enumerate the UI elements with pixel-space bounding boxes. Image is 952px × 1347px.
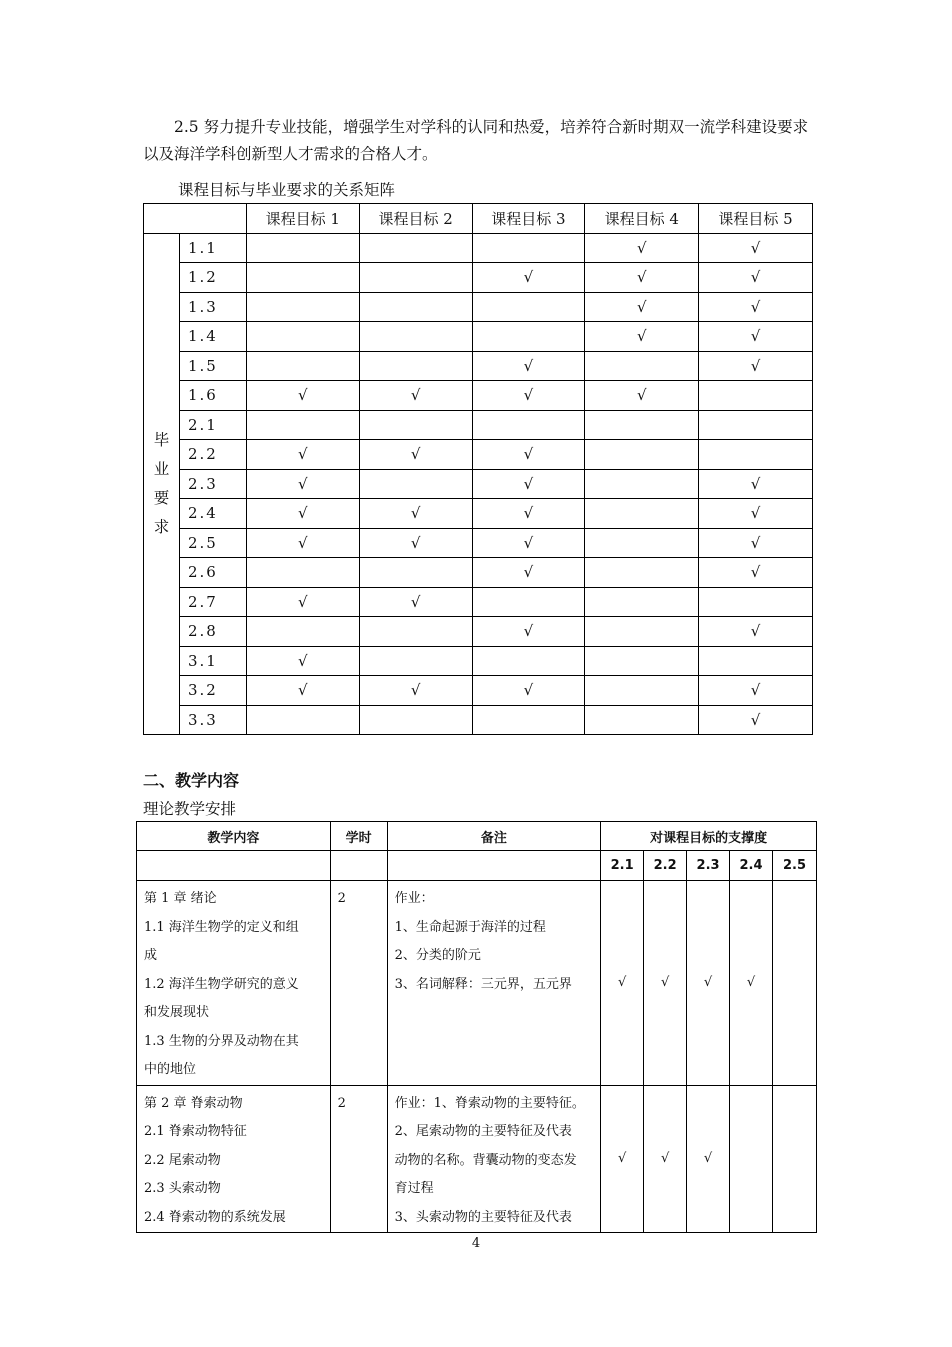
matrix-cell: [472, 528, 585, 558]
matrix-col-header: 课程目标 4: [585, 204, 699, 234]
requirement-label: 2.2: [179, 440, 246, 470]
matrix-cell: [246, 617, 359, 647]
matrix-cell: [359, 676, 472, 706]
matrix-cell: [472, 381, 585, 411]
teach-subheader-row: [137, 851, 817, 881]
note-line: 作业：1、脊索动物的主要特征。: [394, 1095, 585, 1111]
check-mark: √: [750, 563, 761, 582]
matrix-cell: [585, 351, 699, 381]
relationship-matrix: [143, 203, 813, 735]
matrix-cell: [699, 233, 813, 263]
content-line: 第 1 章 绪论: [144, 891, 217, 906]
content-line: 成: [144, 948, 158, 963]
check-mark: √: [523, 474, 534, 493]
requirement-label: 2.1: [179, 410, 246, 440]
requirement-label: 1.3: [179, 292, 246, 322]
support-cell: [644, 1085, 687, 1233]
check-mark: √: [523, 681, 534, 700]
matrix-cell: [585, 440, 699, 470]
note-line: 动物的名称。背囊动物的变态发: [394, 1152, 577, 1168]
matrix-cell: [246, 558, 359, 588]
content-cell: [137, 1085, 331, 1233]
check-mark: √: [750, 356, 761, 375]
matrix-row: [144, 233, 813, 263]
content-line: 1.3 生物的分界及动物在其: [144, 1033, 299, 1049]
page-number: 4: [471, 1236, 481, 1251]
note-line: 3、头索动物的主要特征及代表: [394, 1209, 572, 1225]
check-mark: √: [523, 622, 534, 641]
teach-row: [137, 881, 817, 1086]
matrix-row: [144, 322, 813, 352]
requirement-label: 2.7: [179, 587, 246, 617]
content-line: 1.1 海洋生物学的定义和组: [144, 919, 299, 935]
content-line: 2.3 头索动物: [144, 1181, 221, 1196]
check-mark: √: [410, 592, 421, 611]
matrix-cell: [359, 469, 472, 499]
check-mark: √: [523, 563, 534, 582]
check-mark: √: [298, 592, 308, 611]
check-mark: √: [298, 681, 308, 700]
matrix-cell: [359, 233, 472, 263]
matrix-cell: [246, 233, 359, 263]
matrix-col-header: 课程目标 3: [472, 204, 585, 234]
notes-cell: [387, 881, 601, 1086]
matrix-cell: [699, 617, 813, 647]
check-mark: √: [298, 474, 308, 493]
matrix-cell: [699, 292, 813, 322]
support-cell: [601, 1085, 644, 1233]
requirement-label: 2.8: [179, 617, 246, 647]
matrix-caption: 课程目标与毕业要求的关系矩阵: [178, 181, 396, 199]
matrix-cell: [699, 263, 813, 293]
check-mark: √: [618, 1151, 627, 1167]
support-col-header: 2.3: [687, 851, 730, 881]
matrix-cell: [585, 292, 699, 322]
matrix-cell: [359, 617, 472, 647]
requirement-label: 1.4: [179, 322, 246, 352]
check-mark: √: [750, 268, 761, 287]
matrix-row: [144, 617, 813, 647]
content-line: 第 2 章 脊索动物: [144, 1095, 243, 1111]
matrix-cell: [359, 410, 472, 440]
matrix-cell: [585, 676, 699, 706]
matrix-cell: [359, 440, 472, 470]
check-mark: √: [523, 268, 534, 287]
check-mark: √: [750, 297, 761, 316]
matrix-cell: [246, 646, 359, 676]
matrix-cell: [246, 410, 359, 440]
matrix-cell: [699, 440, 813, 470]
note-line: 作业：: [394, 891, 434, 906]
matrix-cell: [246, 528, 359, 558]
matrix-row: [144, 558, 813, 588]
check-mark: √: [636, 386, 647, 405]
matrix-cell: [585, 469, 699, 499]
support-cell: [773, 881, 817, 1086]
matrix-cell: [472, 499, 585, 529]
matrix-row: [144, 351, 813, 381]
requirement-label: 1.6: [179, 381, 246, 411]
matrix-cell: [699, 499, 813, 529]
check-mark: √: [523, 445, 534, 464]
matrix-cell: [585, 322, 699, 352]
matrix-cell: [359, 705, 472, 735]
support-cell: [730, 881, 773, 1086]
blank-cell: [330, 851, 387, 881]
section-heading: 二、教学内容: [143, 771, 240, 790]
matrix-cell: [359, 558, 472, 588]
matrix-cell: [246, 705, 359, 735]
support-cell: [773, 1085, 817, 1233]
note-line: 育过程: [394, 1181, 434, 1196]
matrix-cell: [472, 676, 585, 706]
matrix-cell: [585, 705, 699, 735]
check-mark: √: [636, 268, 647, 287]
matrix-row: [144, 381, 813, 411]
check-mark: √: [618, 975, 627, 991]
matrix-cell: [472, 469, 585, 499]
header-support: 对课程目标的支撑度: [601, 822, 817, 851]
check-mark: √: [660, 975, 670, 991]
check-mark: √: [750, 710, 761, 729]
support-cell: [644, 881, 687, 1086]
header-content: 教学内容: [137, 822, 331, 851]
matrix-row: [144, 499, 813, 529]
header-notes: 备注: [387, 822, 601, 851]
matrix-row: [144, 676, 813, 706]
content-line: 1.2 海洋生物学研究的意义: [144, 976, 299, 992]
blank-cell: [137, 851, 331, 881]
check-mark: √: [410, 386, 421, 405]
support-cell: [730, 1085, 773, 1233]
content-line: 中的地位: [144, 1062, 197, 1077]
side-label-char: 业: [153, 459, 170, 478]
matrix-cell: [359, 351, 472, 381]
matrix-cell: [359, 322, 472, 352]
check-mark: √: [746, 975, 756, 991]
side-label: [144, 233, 180, 735]
check-mark: √: [298, 533, 308, 552]
check-mark: √: [298, 651, 308, 670]
side-label-char: 毕: [153, 430, 170, 449]
content-line: 2.1 脊索动物特征: [144, 1124, 247, 1139]
matrix-cell: [472, 410, 585, 440]
check-mark: √: [750, 622, 761, 641]
content-line: 2.4 脊索动物的系统发展: [144, 1209, 286, 1225]
check-mark: √: [410, 533, 421, 552]
support-cell: [687, 1085, 730, 1233]
content-line: 2.2 尾索动物: [144, 1152, 221, 1168]
requirement-label: 3.1: [179, 646, 246, 676]
matrix-cell: [246, 587, 359, 617]
matrix-header-row: [144, 204, 813, 234]
matrix-cell: [585, 381, 699, 411]
matrix-cell: [699, 646, 813, 676]
matrix-cell: [472, 233, 585, 263]
matrix-cell: [359, 528, 472, 558]
matrix-row: [144, 440, 813, 470]
requirement-label: 1.2: [179, 263, 246, 293]
matrix-cell: [585, 587, 699, 617]
matrix-cell: [359, 499, 472, 529]
check-mark: √: [750, 681, 761, 700]
check-mark: √: [636, 297, 647, 316]
teaching-arrangement-table: [136, 821, 817, 1233]
check-mark: √: [703, 1151, 713, 1167]
matrix-cell: [585, 263, 699, 293]
matrix-cell: [585, 646, 699, 676]
check-mark: √: [660, 1151, 670, 1167]
matrix-cell: [359, 381, 472, 411]
matrix-row: [144, 292, 813, 322]
matrix-cell: [246, 676, 359, 706]
check-mark: √: [636, 238, 647, 257]
intro-paragraph: 2.5 努力提升专业技能，增强学生对学科的认同和热爱，培养符合新时期双一流学科建设要求以及海洋学科创新型人才需求的合格人才。: [143, 118, 809, 163]
matrix-cell: [246, 263, 359, 293]
matrix-row: [144, 587, 813, 617]
matrix-cell: [699, 322, 813, 352]
matrix-cell: [472, 617, 585, 647]
check-mark: √: [523, 533, 534, 552]
matrix-row: [144, 528, 813, 558]
matrix-cell: [699, 469, 813, 499]
matrix-cell: [246, 292, 359, 322]
requirement-label: 1.5: [179, 351, 246, 381]
matrix-cell: [585, 528, 699, 558]
check-mark: √: [298, 445, 308, 464]
matrix-cell: [472, 351, 585, 381]
hours-cell: 2: [330, 1085, 387, 1233]
matrix-cell: [699, 587, 813, 617]
support-col-header: 2.4: [730, 851, 773, 881]
matrix-corner-cell: [144, 204, 247, 234]
check-mark: √: [750, 474, 761, 493]
matrix-cell: [472, 705, 585, 735]
matrix-cell: [246, 499, 359, 529]
check-mark: √: [410, 681, 421, 700]
matrix-col-header: 课程目标 5: [699, 204, 813, 234]
subheading: 理论教学安排: [143, 800, 237, 818]
check-mark: √: [636, 327, 647, 346]
matrix-cell: [472, 322, 585, 352]
matrix-cell: [359, 646, 472, 676]
teach-row: [137, 1085, 817, 1233]
matrix-col-header: 课程目标 2: [359, 204, 472, 234]
requirement-label: 2.4: [179, 499, 246, 529]
blank-cell: [387, 851, 601, 881]
header-hours: 学时: [330, 822, 387, 851]
matrix-row: [144, 263, 813, 293]
support-cell: [601, 881, 644, 1086]
requirement-label: 3.3: [179, 705, 246, 735]
matrix-cell: [246, 381, 359, 411]
matrix-cell: [246, 351, 359, 381]
check-mark: √: [523, 504, 534, 523]
check-mark: √: [750, 238, 761, 257]
side-label-char: 求: [153, 517, 170, 536]
requirement-label: 2.6: [179, 558, 246, 588]
matrix-cell: [246, 469, 359, 499]
check-mark: √: [410, 504, 421, 523]
hours-cell: 2: [330, 881, 387, 1086]
check-mark: √: [410, 445, 421, 464]
requirement-label: 1.1: [179, 233, 246, 263]
matrix-cell: [472, 558, 585, 588]
matrix-cell: [472, 440, 585, 470]
notes-cell: [387, 1085, 601, 1233]
note-line: 1、生命起源于海洋的过程: [394, 919, 546, 935]
matrix-cell: [699, 528, 813, 558]
check-mark: √: [523, 386, 534, 405]
support-col-header: 2.1: [601, 851, 644, 881]
matrix-cell: [585, 558, 699, 588]
matrix-cell: [585, 233, 699, 263]
matrix-cell: [699, 705, 813, 735]
matrix-cell: [359, 587, 472, 617]
note-line: 2、分类的阶元: [394, 948, 481, 963]
matrix-row: [144, 410, 813, 440]
matrix-cell: [246, 440, 359, 470]
requirement-label: 3.2: [179, 676, 246, 706]
note-line: 2、尾索动物的主要特征及代表: [394, 1124, 572, 1139]
matrix-cell: [585, 617, 699, 647]
matrix-cell: [472, 263, 585, 293]
matrix-cell: [699, 381, 813, 411]
matrix-cell: [472, 646, 585, 676]
support-cell: [687, 881, 730, 1086]
matrix-cell: [585, 499, 699, 529]
support-col-header: 2.5: [773, 851, 817, 881]
check-mark: √: [298, 504, 308, 523]
side-label-char: 要: [153, 488, 170, 507]
support-col-header: 2.2: [644, 851, 687, 881]
matrix-cell: [699, 410, 813, 440]
matrix-cell: [585, 410, 699, 440]
matrix-cell: [699, 676, 813, 706]
teach-header-row: [137, 822, 817, 851]
check-mark: √: [523, 356, 534, 375]
check-mark: √: [703, 975, 713, 991]
matrix-cell: [472, 292, 585, 322]
matrix-cell: [699, 351, 813, 381]
matrix-col-header: 课程目标 1: [246, 204, 359, 234]
check-mark: √: [750, 504, 761, 523]
matrix-row: [144, 646, 813, 676]
note-line: 3、名词解释：三元界，五元界: [394, 976, 572, 992]
matrix-row: [144, 705, 813, 735]
matrix-cell: [246, 322, 359, 352]
check-mark: √: [750, 327, 761, 346]
content-line: 和发展现状: [144, 1005, 210, 1020]
check-mark: √: [750, 533, 761, 552]
requirement-label: 2.3: [179, 469, 246, 499]
matrix-row: [144, 469, 813, 499]
content-cell: [137, 881, 331, 1086]
matrix-cell: [472, 587, 585, 617]
check-mark: √: [298, 386, 308, 405]
requirement-label: 2.5: [179, 528, 246, 558]
matrix-cell: [699, 558, 813, 588]
matrix-cell: [359, 292, 472, 322]
matrix-cell: [359, 263, 472, 293]
